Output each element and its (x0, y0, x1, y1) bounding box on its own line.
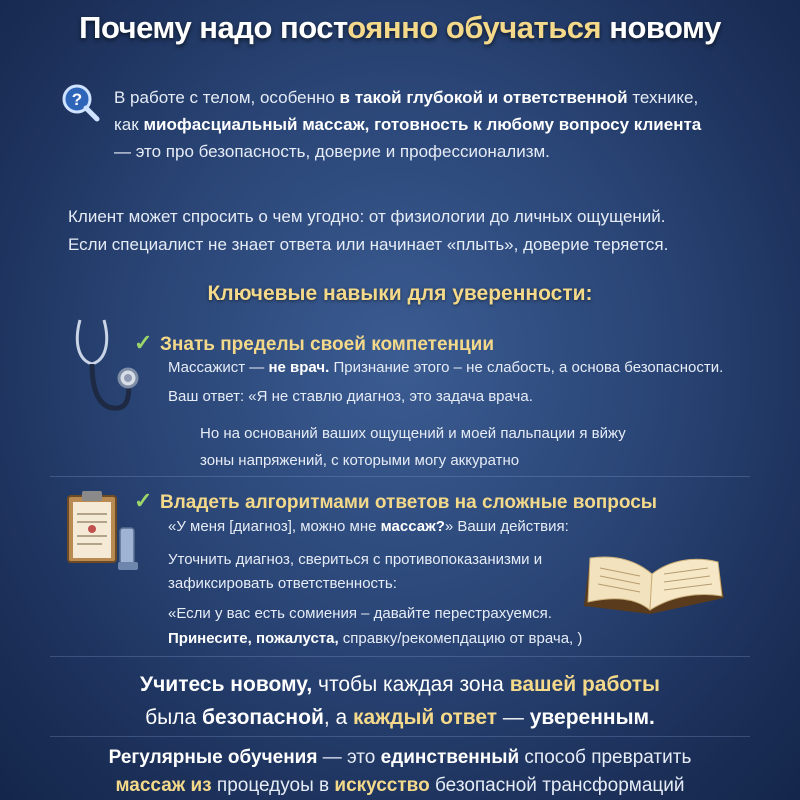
divider (50, 736, 750, 737)
skill-competence-heading: ✓ Знать пределы своей компетенции (134, 330, 495, 355)
skill-competence-answer: Ваш ответ: «Я не ставлю диагноз, это задача врача. (168, 388, 533, 405)
call-to-action: Учитесь новому, чтобы каждая зона вашей работы была безопасной, а каждый ответ — уверенным. (140, 673, 660, 729)
skills-section-title: Ключевые навыки для уверенности: (207, 282, 593, 305)
skill-competence-answer-cont: Но на оснований ваших ощущений и моей пальпации я вйжу зоны напряжений, с которыми могу аккуратно (200, 425, 626, 469)
page-title: Почему надо постоянно обучаться новому (79, 10, 721, 45)
final-statement: Регулярные обучения — это единственный способ превратить массаж из процедуоы в искусство безопасной трансформаций (108, 747, 692, 796)
divider (50, 476, 750, 477)
open-book-icon (578, 548, 730, 620)
skill-algorithms-heading: ✓ Владеть алгоритмами ответов на сложные вопросы (134, 488, 658, 513)
stethoscope-icon (70, 312, 150, 422)
skill-competence-text: Массажист — не врач. Признание этого – не слабость, а основа безопасности. (168, 359, 724, 376)
skill-algorithms-answer: «Если у вас есть сомиения – давайте перестрахуемся. Принесите, пожалуста, справку/рекомепдацию от врача, ) (168, 605, 583, 647)
svg-text:?: ? (71, 90, 83, 109)
divider (50, 656, 750, 657)
skill-algorithms-question: «У меня [диагноз], можно мне массаж?» Ваши действия: (168, 518, 569, 535)
checkmark-icon: ✓ (134, 330, 153, 355)
intro-paragraph: В работе с телом, особенно в такой глубокой и ответственной технике, как миофасциальный массаж, готовность к любому вопросу клиента — это про безопасность, доверие и профессионализм. (114, 88, 702, 161)
question-magnifier-icon (60, 82, 100, 122)
checkmark-icon: ✓ (134, 488, 153, 513)
client-trust-paragraph: Клиент может спросить о чем угодно: от физиологии до личных ощущений. Если специалист не знает ответа или начинает «плыть», доверие теряется. (68, 207, 669, 254)
clipboard-icon (62, 488, 142, 578)
skill-algorithms-steps: Уточнить диагноз, свериться с противопоказанизми и зафиксировать ответственность: (168, 551, 543, 592)
